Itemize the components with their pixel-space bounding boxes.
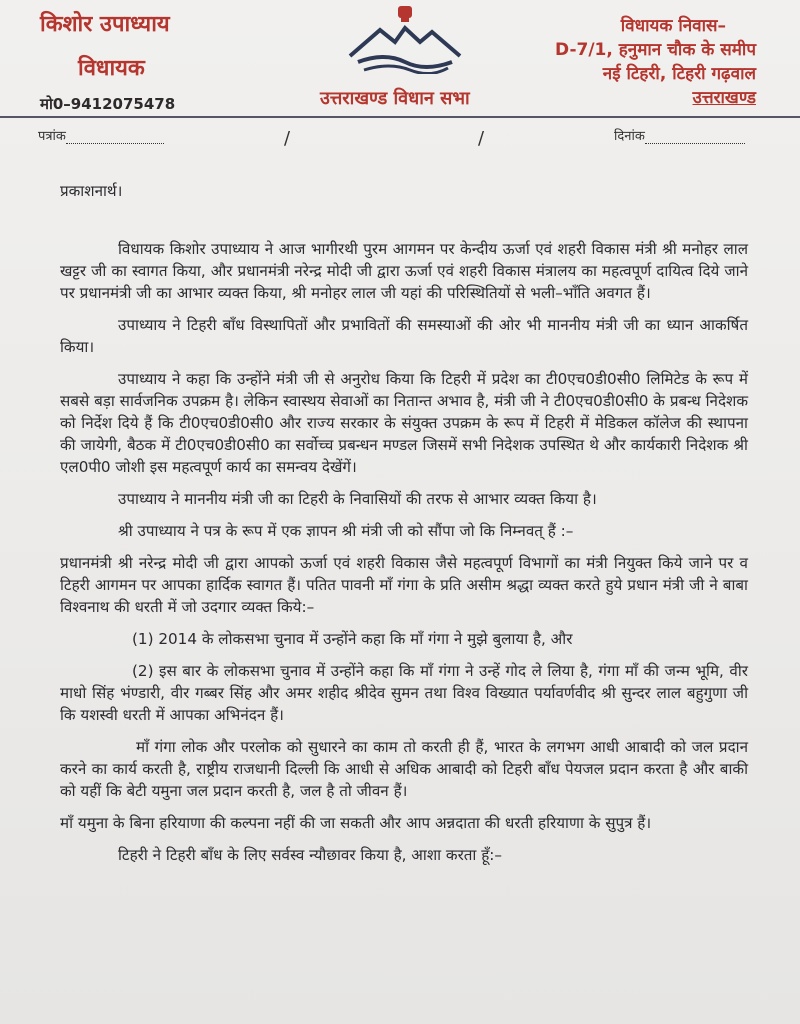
reference-label: पत्रांक [38, 129, 66, 144]
paragraph: श्री उपाध्याय ने पत्र के रूप में एक ज्ञापन श्री मंत्री जी को सौंपा जो कि निम्नवत् हैं :– [118, 522, 574, 540]
letter-opener: प्रकाशनार्थ। [60, 182, 123, 200]
letterhead-left [40, 8, 175, 114]
paragraph: उपाध्याय ने टिहरी बाँध विस्थापितों और प्रभावितों की समस्याओं की ओर भी माननीय मंत्री जी का ध्यान आकर्षित किया। [60, 316, 748, 356]
paragraph: माँ गंगा लोक और परलोक को सुधारने का काम तो करती ही हैं, भारत के लगभग आधी आबादी को जल प्रदान करने का कार्य करती है, राष्ट्रीय राजधानी दिल्ली कि आधी से अधिक आबादी को टिहरी बाँध पेयजल प्रदान करता है और बाकी को यहीं कि बेटी यमुना जल प्रदान करती है, जल है तो जीवन हैं। [60, 738, 748, 800]
letterhead-address [555, 14, 756, 110]
ref-slash: / [284, 128, 291, 149]
list-item: (1) 2014 के लोकसभा चुनाव में उन्होंने कहा कि माँ गंगा ने मुझे बुलाया है, और [132, 630, 573, 648]
date-field [614, 126, 745, 144]
address-line: D-7/1, हनुमान चौक के समीप [555, 40, 756, 60]
paragraph: विधायक किशोर उपाध्याय ने आज भागीरथी पुरम आगमन पर केन्दीय ऊर्जा एवं शहरी विकास मंत्री श्री मनोहर लाल खट्टर जी का स्वागत किया, और प्रधानमंत्री नरेन्द्र मोदी जी द्वारा ऊर्जा एवं शहरी विकास मंत्रालय का महत्वपूर्ण दायित्व दिये जाने पर प्रधानमंत्री जी का आभार व्यक्त किया, श्री मनोहर लाल जी यहां की परिस्थितियों से भली–भाँति अवगत हैं। [60, 240, 748, 302]
paragraph: उपाध्याय ने माननीय मंत्री जी का टिहरी के निवासियों की तरफ से आभार व्यक्त किया है। [118, 490, 597, 508]
reference-field [38, 126, 164, 144]
letterhead-divider [0, 116, 800, 118]
ref-slash: / [478, 128, 485, 149]
paragraph: उपाध्याय ने कहा कि उन्होंने मंत्री जी से अनुरोध किया कि टिहरी में प्रदेश का टी0एच0डी0सी0 लिमिटेड के रूप में सबसे बड़ा सार्वजनिक उपक्रम है। लेकिन स्वास्थय सेवाओं का नितान्त अभाव है, मंत्री जी ने टी0एच0डी0सी0 के प्रबन्ध निदेशक को निर्देश दिये हैं कि टी0एच0डी0सी0 और राज्य सरकार के संयुक्त उपक्रम के रूप में टिहरी में मेडिकल कॉलेज की स्थापना की जायेगी, बैठक में टी0एच0डी0सी0 का सर्वोच्च प्रबन्धन मण्डल जिसमें सभी निदेशक उपस्थित थे और कार्यकारी निदेशक श्री एल0पी0 जोशी इस महत्वपूर्ण कार्य का समन्वय देखेंगें। [60, 370, 748, 476]
paragraph: टिहरी ने टिहरी बाँध के लिए सर्वस्व न्यौछावर किया है, आशा करता हूँ:– [118, 846, 502, 864]
assembly-title: उत्तराखण्ड विधान सभा [320, 88, 470, 109]
mla-mobile: मो0–9412075478 [40, 95, 176, 113]
mla-designation: विधायक [78, 56, 145, 81]
letter-body [60, 180, 748, 876]
paragraph: प्रधानमंत्री श्री नरेन्द्र मोदी जी द्वारा आपको ऊर्जा एवं शहरी विकास जैसे महत्वपूर्ण विभागों का मंत्री नियुक्त किये जाने पर व टिहरी आगमन पर आपका हार्दिक स्वागत हैं। पतित पावनी माँ गंगा के प्रति असीम श्रद्धा व्यक्त करते हुये प्रधान मंत्री जी ने बाबा विश्वनाथ की धरती में जो उदगार व्यक्त किये:– [60, 554, 748, 616]
date-label: दिनांक [614, 129, 645, 144]
paragraph: माँ यमुना के बिना हरियाणा की कल्पना नहीं की जा सकती और आप अन्नदाता की धरती हरियाणा के सुपुत्र हैं। [60, 814, 652, 832]
address-line: उत्तराखण्ड [692, 88, 756, 108]
address-line: नई टिहरी, टिहरी गढ़वाल [602, 64, 756, 84]
list-item: (2) इस बार के लोकसभा चुनाव में उन्होंने कहा कि माँ गंगा ने उन्हें गोद ले लिया है, गंगा माँ की जन्म भूमि, वीर माधो सिंह भंण्डारी, वीर गब्बर सिंह और अमर शहीद श्रीदेव सुमन तथा विश्व विख्यात पर्यावर्णवीद श्री सुन्दर लाल बहुगुणा जी कि यशस्वी धरती में आपका अभिनंदन हैं। [60, 662, 748, 724]
uttarakhand-emblem-logo [340, 4, 470, 74]
address-line: विधायक निवास– [620, 16, 726, 36]
mla-name: किशोर उपाध्याय [40, 12, 170, 37]
